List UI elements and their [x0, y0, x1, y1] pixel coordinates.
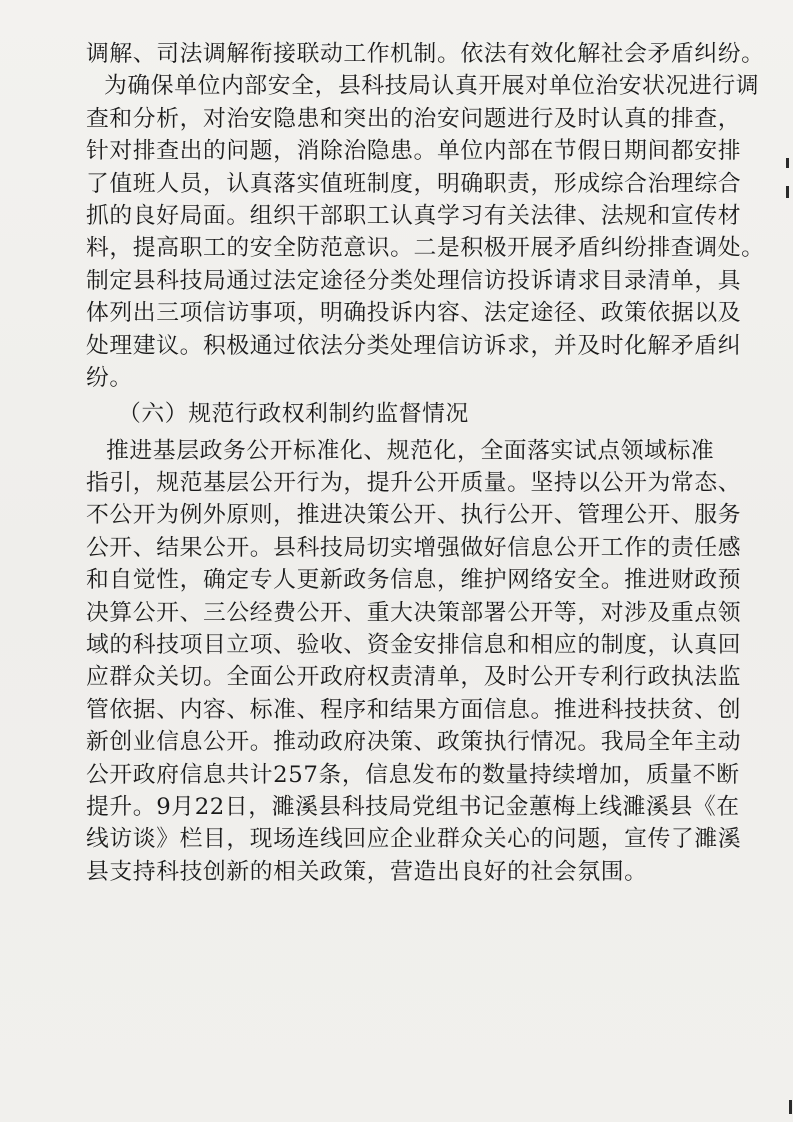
text-line: 处理建议。积极通过依法分类处理信访诉求，并及时化解矛盾纠	[86, 332, 742, 359]
text-line: 纷。	[86, 364, 133, 391]
text-line: 调解、司法调解衔接联动工作机制。依法有效化解社会矛盾纠纷。	[86, 41, 765, 67]
text-line: 抓的良好局面。组织干部职工认真学习有关法律、法规和宣传材	[86, 202, 742, 229]
text-line: 制定县科技局通过法定途径分类处理信访投诉请求目录清单，具	[86, 267, 742, 294]
text-line: 决算公开、三公经费公开、重大决策部署公开等，对涉及重点领	[86, 599, 742, 626]
text-line: 针对排查出的问题，消除治隐患。单位内部在节假日期间都安排	[86, 138, 742, 165]
text-line: 县支持科技创新的相关政策，营造出良好的社会氛围。	[86, 858, 648, 885]
text-line: 线访谈》栏目，现场连线回应企业群众关心的问题，宣传了濉溪	[86, 826, 742, 853]
text-line: 为确保单位内部安全，县科技局认真开展对单位治安状况进行调	[104, 73, 760, 100]
text-line: 指引，规范基层公开行为，提升公开质量。坚持以公开为常态、	[86, 470, 742, 497]
scan-edge-mark	[789, 1100, 792, 1114]
text-line: 应群众关切。全面公开政府权责清单，及时公开专利行政执法监	[86, 664, 742, 691]
section-heading: （六）规范行政权利制约监督情况	[118, 401, 469, 428]
text-line: 和自觉性，确定专人更新政务信息，维护网络安全。推进财政预	[86, 567, 742, 594]
text-line: 管依据、内容、标准、程序和结果方面信息。推进科技扶贫、创	[86, 696, 742, 723]
text-line: 域的科技项目立项、验收、资金安排信息和相应的制度，认真回	[86, 632, 742, 659]
text-line: 公开、结果公开。县科技局切实增强做好信息公开工作的责任感	[86, 534, 742, 561]
text-line: 推进基层政务公开标准化、规范化，全面落实试点领域标准	[106, 437, 715, 464]
text-line: 了值班人员，认真落实值班制度，明确职责，形成综合治理综合	[86, 170, 742, 197]
document-body	[86, 38, 765, 888]
text-line: 体列出三项信访事项，明确投诉内容、法定途径、政策依据以及	[86, 300, 742, 327]
text-line: 提升。9月22日，濉溪县科技局党组书记金蕙梅上线濉溪县《在	[86, 793, 740, 820]
text-line: 料，提高职工的安全防范意识。二是积极开展矛盾纠纷排查调处。	[86, 235, 765, 262]
scan-edge-mark	[786, 186, 789, 198]
text-line: 不公开为例外原则，推进决策公开、执行公开、管理公开、服务	[86, 502, 742, 529]
text-line: 公开政府信息共计257条，信息发布的数量持续增加，质量不断	[86, 761, 740, 788]
scan-edge-mark	[786, 158, 789, 168]
text-line: 查和分析，对治安隐患和突出的治安问题进行及时认真的排查，	[86, 105, 742, 132]
text-line: 新创业信息公开。推动政府决策、政策执行情况。我局全年主动	[86, 729, 742, 756]
